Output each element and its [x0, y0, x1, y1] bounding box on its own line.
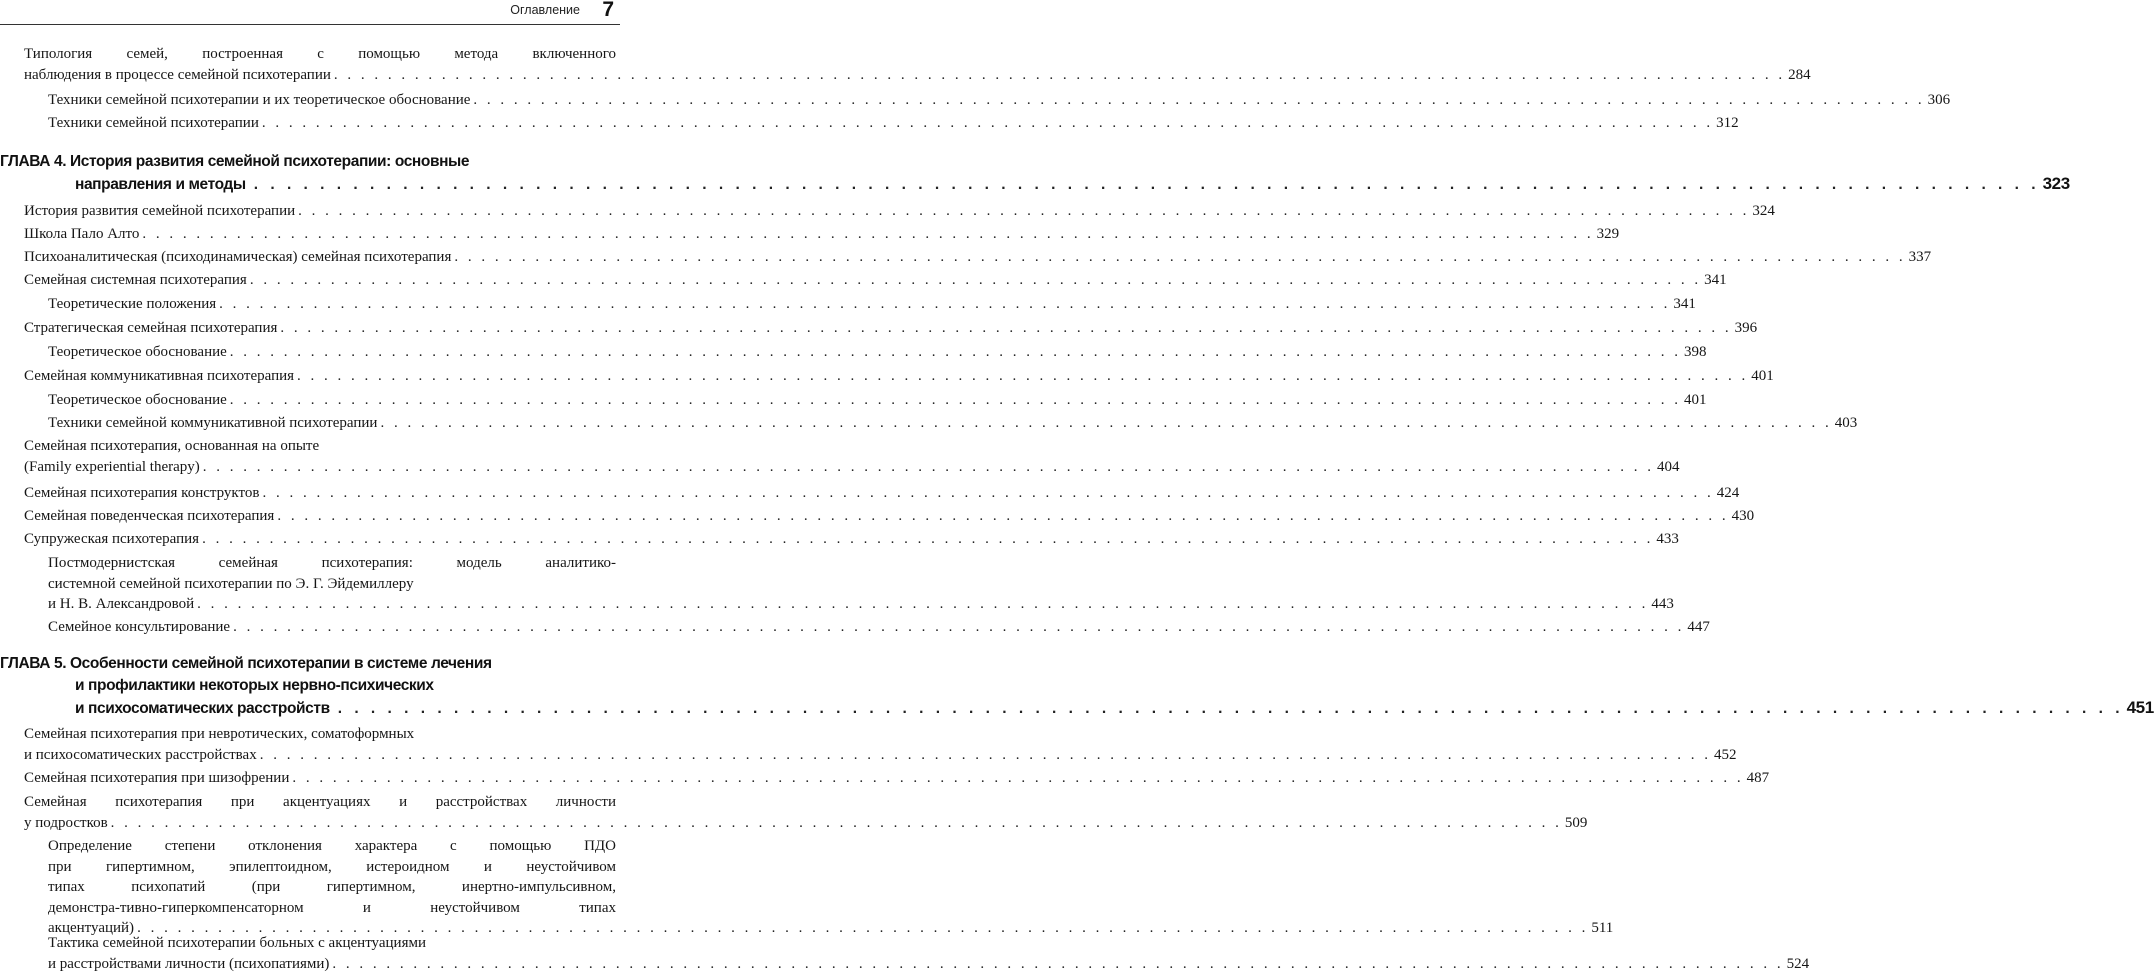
- toc-entry[interactable]: Стратегическая семейная психотерапия. . . 396: [24, 318, 616, 339]
- toc-entry[interactable]: Семейная психотерапия при шизофрении. . . 487: [24, 768, 616, 789]
- toc-page-number: 447: [1687, 619, 1710, 635]
- toc-entry[interactable]: Психоаналитическая (психодинамическая) семейная психотерапия. . . 337: [24, 247, 616, 268]
- toc-entry[interactable]: Тактика семейной психотерапии больных с акцентуациями и расстройствами личности (психопатиями). . . 524: [48, 933, 616, 974]
- toc-page-number: 323: [2042, 174, 2070, 193]
- toc-entry[interactable]: История развития семейной психотерапии. . . 324: [24, 201, 616, 222]
- toc-entry[interactable]: Семейная системная психотерапия. . . 341: [24, 270, 616, 291]
- toc-page-number: 341: [1673, 296, 1696, 312]
- toc-entry[interactable]: Семейная психотерапия, основанная на опыте (Family experiential therapy). . . 404: [24, 436, 616, 477]
- toc-page-number: 337: [1908, 249, 1932, 265]
- toc-entry[interactable]: Супружеская психотерапия. . . 433: [24, 529, 616, 550]
- toc-page-number: 452: [1713, 746, 1737, 763]
- toc-page-number: 324: [1752, 203, 1775, 219]
- toc-entry[interactable]: Техники семейной психотерапии. . . 312: [48, 113, 616, 134]
- toc-page-number: 443: [1651, 596, 1674, 612]
- chapter-heading[interactable]: ГЛАВА 5. Особенности семейной психотерапии в системе лечения и профилактики некоторых нервно-психических и психосоматических расстройств. . . 451: [0, 653, 616, 720]
- toc-page-number: 341: [1704, 272, 1727, 288]
- toc-entry[interactable]: Теоретические положения. . . 341: [48, 294, 616, 315]
- toc-page-number: 401: [1751, 368, 1774, 384]
- toc-entry[interactable]: Семейная коммуникативная психотерапия. . . 401: [24, 366, 616, 387]
- running-head: [0, 0, 620, 25]
- toc-page-number: 312: [1716, 115, 1739, 131]
- toc-page-number: 329: [1596, 226, 1620, 242]
- toc-entry[interactable]: Семейная поведенческая психотерапия. . . 430: [24, 506, 616, 527]
- toc-page-number: 509: [1564, 814, 1588, 831]
- toc-entry[interactable]: Семейная психотерапия конструктов. . . 424: [24, 483, 616, 504]
- toc-page-number: 451: [2126, 698, 2154, 717]
- toc-page-number: 511: [1591, 920, 1614, 936]
- toc-entry[interactable]: Техники семейной коммуникативной психотерапии. . . 403: [48, 413, 616, 434]
- chapter-heading[interactable]: ГЛАВА 4. История развития семейной психотерапии: основные направления и методы. . . 323: [0, 151, 616, 196]
- toc-entry[interactable]: Семейная психотерапия при акцентуациях и расстройствах личности у подростков. . . 509: [24, 792, 616, 833]
- toc-page-number: 306: [1927, 92, 1951, 108]
- toc-entry[interactable]: Типология семей, построенная с помощью метода включенного наблюдения в процессе семейной психотерапии. . . 284: [24, 44, 616, 85]
- toc-page-number: 284: [1788, 66, 1811, 83]
- toc-entry[interactable]: Определение степени отклонения характера с помощью ПДО при гипертимном, эпилептоидном, истероидном и неустойчивом типах психопатий (при гипертимном, инертно-импульсивном, демонстра-тивно-гиперкомпенсаторном и неустойчивом типах акцентуаций). . . 511: [48, 836, 616, 939]
- toc-entry[interactable]: Постмодернистская семейная психотерапия: модель аналитико- системной семейной психотерапии по Э. Г. Эйдемиллеру и Н. В. Александровой. . . 443: [48, 553, 616, 615]
- toc-page-number: 398: [1684, 344, 1707, 360]
- toc-page-number: 404: [1657, 458, 1680, 475]
- toc-page-number: 487: [1746, 770, 1770, 786]
- toc-page-number: 401: [1684, 392, 1707, 408]
- toc-page-number: 424: [1716, 485, 1740, 501]
- toc-entry[interactable]: Техники семейной психотерапии и их теоретическое обоснование. . . 306: [48, 90, 616, 111]
- toc-entry[interactable]: Школа Пало Алто. . . 329: [24, 224, 616, 245]
- toc-page-number: 430: [1731, 508, 1755, 524]
- toc-entry[interactable]: Семейная психотерапия при невротических, соматоформных и психосоматических расстройствах. . . 452: [24, 724, 616, 765]
- toc-page-number: 433: [1656, 531, 1679, 547]
- running-head-title: Оглавление: [510, 3, 580, 17]
- toc-page-number: 403: [1834, 415, 1858, 431]
- toc-page-number: 396: [1734, 320, 1758, 336]
- toc-page-number: 524: [1786, 955, 1810, 972]
- toc-entry[interactable]: Теоретическое обоснование. . . 401: [48, 390, 616, 411]
- toc-entry[interactable]: Теоретическое обоснование. . . 398: [48, 342, 616, 363]
- page-number: 7: [602, 0, 614, 21]
- toc-entry[interactable]: Семейное консультирование. . . 447: [48, 617, 616, 638]
